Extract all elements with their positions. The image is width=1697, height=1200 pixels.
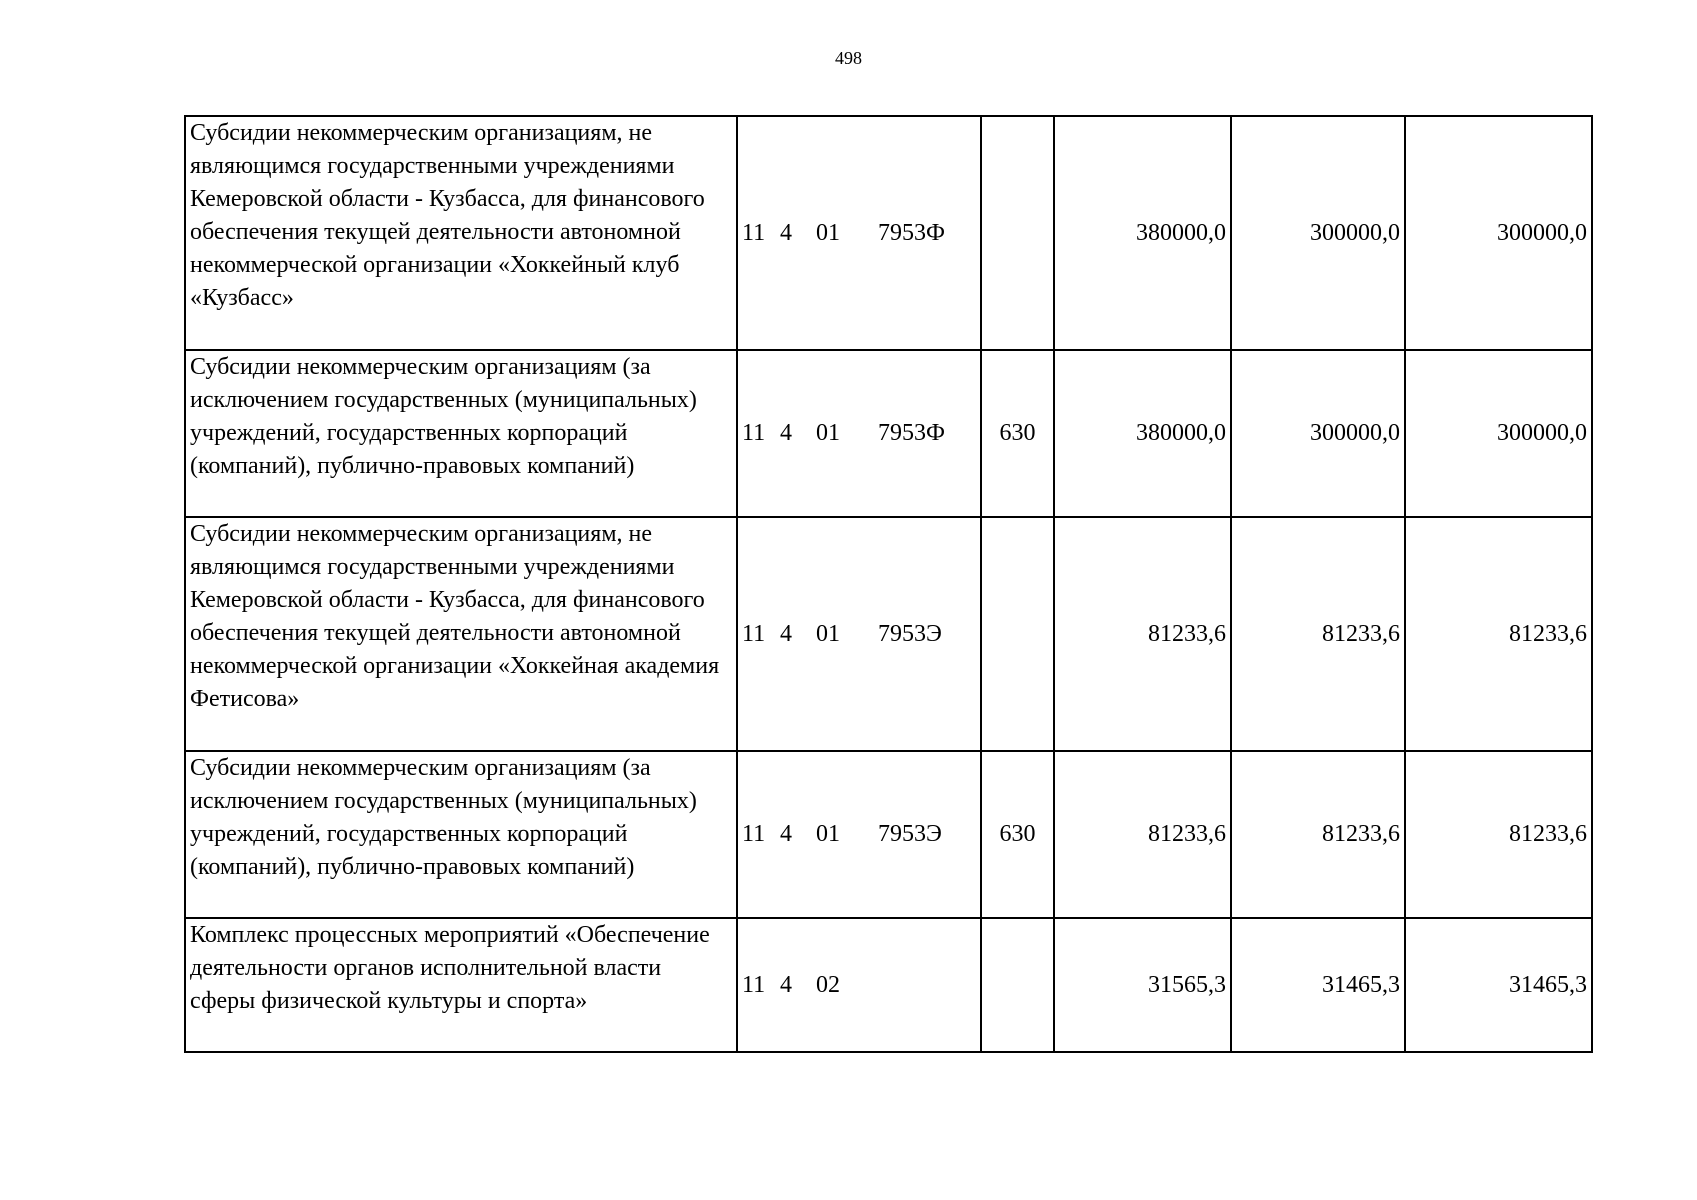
row-code <box>737 350 981 517</box>
code-napr: 7953Э <box>878 821 942 847</box>
row-code <box>737 517 981 751</box>
row-value-3: 81233,6 <box>1405 517 1592 751</box>
row-value-1: 81233,6 <box>1054 751 1231 918</box>
table-row <box>185 350 1592 517</box>
row-kvr <box>981 116 1054 350</box>
code-napr: 7953Ф <box>878 420 945 446</box>
row-value-1: 380000,0 <box>1054 350 1231 517</box>
row-value-2: 31465,3 <box>1231 918 1405 1052</box>
row-value-3: 300000,0 <box>1405 116 1592 350</box>
page-number: 498 <box>835 48 862 68</box>
row-description: Субсидии некоммерческим организациям (за исключением государственных (муниципальных) учреждений, государственных корпораций (компаний), публично-правовых компаний) <box>185 751 737 918</box>
code-gp: 11 <box>742 219 766 246</box>
row-value-2: 300000,0 <box>1231 350 1405 517</box>
row-kvr <box>981 517 1054 751</box>
row-kvr: 630 <box>981 751 1054 918</box>
code-om: 01 <box>816 821 840 847</box>
code-pp: 4 <box>780 620 792 647</box>
code-om: 01 <box>816 219 840 246</box>
code-pp: 4 <box>780 420 792 446</box>
code-napr: 7953Э <box>878 620 942 647</box>
code-om: 02 <box>816 971 840 998</box>
table-row <box>185 517 1592 751</box>
row-code <box>737 116 981 350</box>
table-row <box>185 116 1592 350</box>
row-value-2: 81233,6 <box>1231 517 1405 751</box>
row-value-2: 300000,0 <box>1231 116 1405 350</box>
code-gp: 11 <box>742 971 766 998</box>
code-om: 01 <box>816 420 840 446</box>
row-description: Субсидии некоммерческим организациям (за исключением государственных (муниципальных) учреждений, государственных корпораций (компаний), публично-правовых компаний) <box>185 350 737 517</box>
row-code <box>737 751 981 918</box>
code-gp: 11 <box>742 620 766 647</box>
code-gp: 11 <box>742 821 766 847</box>
row-value-1: 380000,0 <box>1054 116 1231 350</box>
table-row <box>185 918 1592 1052</box>
row-code <box>737 918 981 1052</box>
row-description: Субсидии некоммерческим организациям, не являющимся государственными учреждениями Кемеровской области - Кузбасса, для финансового обеспечения текущей деятельности автономной некоммерческой организации «Хоккейная академия Фетисова» <box>185 517 737 751</box>
code-gp: 11 <box>742 420 766 446</box>
row-kvr: 630 <box>981 350 1054 517</box>
code-napr: 7953Ф <box>878 219 945 246</box>
row-value-3: 81233,6 <box>1405 751 1592 918</box>
row-description: Субсидии некоммерческим организациям, не являющимся государственными учреждениями Кемеровской области - Кузбасса, для финансового обеспечения текущей деятельности автономной некоммерческой организации «Хоккейный клуб «Кузбасс» <box>185 116 737 350</box>
row-value-1: 81233,6 <box>1054 517 1231 751</box>
row-value-3: 31465,3 <box>1405 918 1592 1052</box>
table-row <box>185 751 1592 918</box>
row-value-1: 31565,3 <box>1054 918 1231 1052</box>
row-value-2: 81233,6 <box>1231 751 1405 918</box>
row-value-3: 300000,0 <box>1405 350 1592 517</box>
code-pp: 4 <box>780 219 792 246</box>
code-pp: 4 <box>780 821 792 847</box>
code-pp: 4 <box>780 971 792 998</box>
row-description: Комплекс процессных мероприятий «Обеспечение деятельности органов исполнительной власти сферы физической культуры и спорта» <box>185 918 737 1052</box>
budget-table <box>184 115 1593 1053</box>
row-kvr <box>981 918 1054 1052</box>
code-om: 01 <box>816 620 840 647</box>
